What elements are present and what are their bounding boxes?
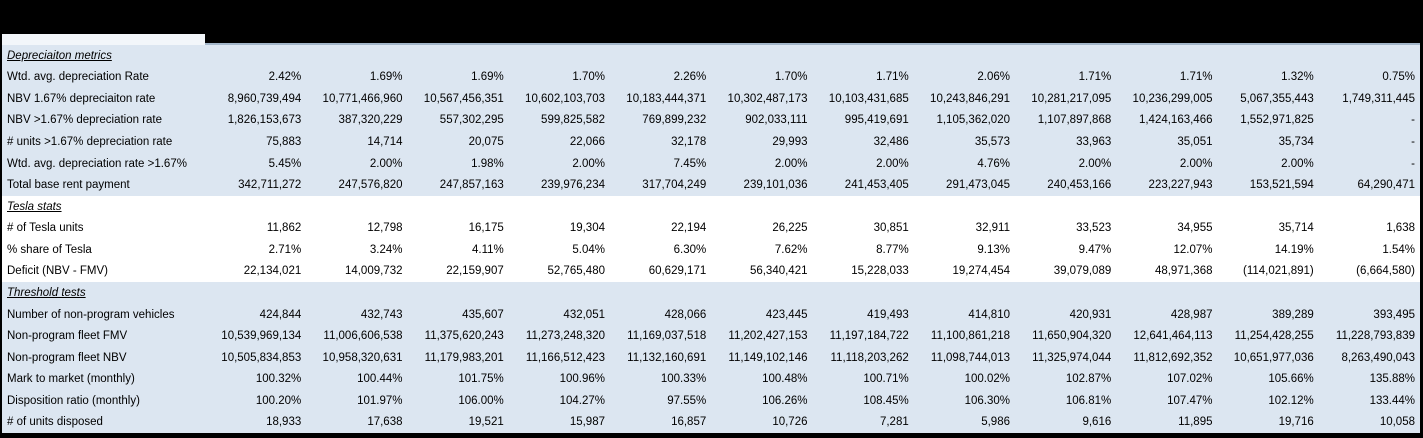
value-cell[interactable]: 1,424,163,466 <box>1138 114 1213 127</box>
value-cell[interactable]: 10,771,466,960 <box>322 92 403 105</box>
value-cell[interactable]: 75,883 <box>266 136 302 149</box>
value-cell[interactable]: 100.32% <box>255 373 302 386</box>
value-cell[interactable]: 106.00% <box>458 394 504 407</box>
value-cell[interactable]: 1.69% <box>471 71 504 84</box>
value-cell[interactable]: 11,273,248,320 <box>525 330 605 343</box>
value-cell[interactable]: 247,576,820 <box>338 179 403 192</box>
value-cell[interactable]: 2.42% <box>268 71 302 84</box>
value-cell[interactable]: 22,159,907 <box>446 265 504 278</box>
value-cell[interactable]: 101.97% <box>357 394 403 407</box>
table-row <box>2 325 1420 347</box>
value-cell[interactable]: 10,103,431,685 <box>828 92 909 105</box>
value-cell[interactable]: 11,098,744,013 <box>930 351 1010 364</box>
value-cell[interactable]: 6.30% <box>673 243 707 256</box>
value-cell[interactable]: 10,243,846,291 <box>930 92 1010 105</box>
row-label[interactable]: Non-program fleet FMV <box>7 330 128 343</box>
value-cell[interactable]: 107.02% <box>1167 373 1213 386</box>
value-cell[interactable]: 1.71% <box>876 71 909 84</box>
row-label[interactable]: # of Tesla units <box>7 222 84 235</box>
row-label[interactable]: NBV >1.67% depreciation rate <box>7 114 163 127</box>
value-cell[interactable]: 32,486 <box>873 136 909 149</box>
value-cell[interactable]: 599,825,582 <box>541 114 605 127</box>
section-header-label[interactable]: Depreciaiton metrics <box>7 49 112 62</box>
row-label[interactable]: # of units disposed <box>7 416 103 429</box>
section-header-row <box>2 45 1420 67</box>
value-cell[interactable]: 22,066 <box>569 136 605 149</box>
value-cell[interactable]: (114,021,891) <box>1242 265 1314 278</box>
value-cell[interactable]: 10,058 <box>1379 416 1415 429</box>
value-cell[interactable]: 223,227,943 <box>1148 179 1213 192</box>
table-body <box>2 45 1420 433</box>
value-cell[interactable]: 97.55% <box>667 394 707 407</box>
value-cell[interactable]: 419,493 <box>867 308 909 321</box>
value-cell[interactable]: 1,552,971,825 <box>1240 114 1314 127</box>
value-cell[interactable]: 902,033,111 <box>745 114 808 127</box>
value-cell[interactable]: 17,638 <box>367 416 403 429</box>
value-cell[interactable]: 9.13% <box>977 243 1010 256</box>
value-cell[interactable]: 19,716 <box>1278 416 1314 429</box>
value-cell[interactable]: 102.12% <box>1268 394 1314 407</box>
value-cell[interactable]: 1.70% <box>774 71 808 84</box>
value-cell[interactable]: 5,986 <box>981 416 1010 429</box>
value-cell[interactable]: 108.45% <box>863 394 909 407</box>
table-row <box>2 412 1420 434</box>
value-cell[interactable]: 557,302,295 <box>439 114 504 127</box>
table-row <box>2 347 1420 369</box>
value-cell[interactable]: 100.48% <box>762 373 808 386</box>
value-cell[interactable]: 10,539,969,134 <box>221 330 302 343</box>
table-row <box>2 110 1420 132</box>
value-cell[interactable]: 48,971,368 <box>1154 265 1213 278</box>
value-cell[interactable]: 1,749,311,445 <box>1342 92 1415 105</box>
value-cell[interactable]: 2.00% <box>774 157 808 170</box>
value-cell[interactable]: 5.04% <box>572 243 605 256</box>
value-cell[interactable]: 11,375,620,243 <box>424 330 504 343</box>
value-cell[interactable]: 100.44% <box>357 373 403 386</box>
value-cell[interactable]: 32,911 <box>975 222 1010 235</box>
value-cell[interactable]: 15,987 <box>569 416 605 429</box>
value-cell[interactable]: 1.54% <box>1382 243 1415 256</box>
value-cell[interactable]: 106.81% <box>1065 394 1112 407</box>
row-label[interactable]: Non-program fleet NBV <box>7 351 127 364</box>
value-cell[interactable]: - <box>1411 114 1415 127</box>
value-cell[interactable]: 10,505,834,853 <box>221 351 302 364</box>
value-cell[interactable]: 56,340,421 <box>749 265 808 278</box>
value-cell[interactable]: 10,958,320,631 <box>322 351 403 364</box>
table-row <box>2 174 1420 196</box>
row-label[interactable]: Disposition ratio (monthly) <box>7 394 140 407</box>
value-cell[interactable]: 35,714 <box>1278 222 1314 235</box>
value-cell[interactable]: 3.24% <box>369 243 403 256</box>
section-header-label[interactable]: Tesla stats <box>7 200 62 213</box>
value-cell[interactable]: 10,651,977,036 <box>1233 351 1314 364</box>
value-cell[interactable]: 11,006,606,538 <box>323 330 403 343</box>
value-cell[interactable]: 20,075 <box>468 136 504 149</box>
value-cell[interactable]: 11,169,037,518 <box>627 330 707 343</box>
value-cell[interactable]: 64,290,471 <box>1357 179 1415 192</box>
value-cell[interactable]: 33,963 <box>1076 136 1112 149</box>
value-cell[interactable]: 423,445 <box>765 308 808 321</box>
table-row <box>2 239 1420 261</box>
section-header-label[interactable]: Threshold tests <box>7 286 86 299</box>
value-cell[interactable]: 247,857,163 <box>439 179 504 192</box>
value-cell[interactable]: 15,228,033 <box>851 265 909 278</box>
value-cell[interactable]: - <box>1411 136 1415 149</box>
value-cell[interactable]: 2.00% <box>876 157 909 170</box>
value-cell[interactable]: 33,523 <box>1076 222 1112 235</box>
value-cell[interactable]: 239,101,036 <box>743 179 808 192</box>
value-cell[interactable]: 1,105,362,020 <box>936 114 1010 127</box>
value-cell[interactable]: 435,607 <box>462 308 504 321</box>
value-cell[interactable]: 35,051 <box>1177 136 1213 149</box>
value-cell[interactable]: 2.26% <box>673 71 707 84</box>
value-cell[interactable]: 10,726 <box>772 416 808 429</box>
value-cell[interactable]: 1,638 <box>1386 222 1415 235</box>
header-banner-label-cell[interactable] <box>2 0 205 45</box>
value-cell[interactable]: 11,202,427,153 <box>728 330 808 343</box>
table-row <box>2 131 1420 153</box>
value-cell[interactable]: 1.71% <box>1179 71 1213 84</box>
value-cell[interactable]: 11,197,184,722 <box>829 330 909 343</box>
value-cell[interactable]: 11,650,904,320 <box>1032 330 1112 343</box>
value-cell[interactable]: 102.87% <box>1065 373 1112 386</box>
value-cell[interactable]: 104.27% <box>559 394 605 407</box>
value-cell[interactable]: 1.32% <box>1281 71 1314 84</box>
value-cell[interactable]: 16,857 <box>671 416 707 429</box>
value-cell[interactable]: 11,166,512,423 <box>525 351 605 364</box>
section-header-row <box>2 282 1420 304</box>
value-cell[interactable]: 239,976,234 <box>541 179 605 192</box>
value-cell[interactable]: 10,183,444,371 <box>626 92 707 105</box>
value-cell[interactable]: 1.98% <box>471 157 504 170</box>
value-cell[interactable]: 2.00% <box>572 157 605 170</box>
value-cell[interactable]: 14.19% <box>1274 243 1314 256</box>
value-cell[interactable]: 100.33% <box>660 373 707 386</box>
table-row <box>2 261 1420 283</box>
value-cell[interactable]: 11,254,428,255 <box>1234 330 1314 343</box>
value-cell[interactable]: 241,453,405 <box>844 179 909 192</box>
value-cell[interactable]: 19,274,454 <box>952 265 1010 278</box>
value-cell[interactable]: 387,320,229 <box>338 114 403 127</box>
value-cell[interactable]: 11,149,102,146 <box>728 351 808 364</box>
value-cell[interactable]: 16,175 <box>468 222 504 235</box>
value-cell[interactable]: 12,641,464,113 <box>1133 330 1213 343</box>
value-cell[interactable]: 11,862 <box>266 222 302 235</box>
value-cell[interactable]: 14,009,732 <box>344 265 403 278</box>
header-banner <box>2 0 1420 45</box>
value-cell[interactable]: 2.00% <box>1281 157 1314 170</box>
value-cell[interactable]: 135.88% <box>1369 373 1415 386</box>
value-cell[interactable]: 9.47% <box>1078 243 1112 256</box>
value-cell[interactable]: 414,810 <box>968 308 1010 321</box>
value-cell[interactable]: (6,664,580) <box>1356 265 1415 278</box>
section-header-row <box>2 196 1420 218</box>
value-cell[interactable]: 19,521 <box>468 416 504 429</box>
value-cell[interactable]: 10,602,103,703 <box>525 92 605 105</box>
value-cell[interactable]: 9,616 <box>1082 416 1112 429</box>
value-cell[interactable]: 420,931 <box>1069 308 1112 321</box>
row-label[interactable]: # units >1.67% depreciation rate <box>7 136 173 149</box>
row-label[interactable]: Total base rent payment <box>7 179 130 192</box>
value-cell[interactable]: 22,194 <box>671 222 707 235</box>
value-cell[interactable]: 995,419,691 <box>844 114 909 127</box>
value-cell[interactable]: 1.70% <box>572 71 605 84</box>
value-cell[interactable]: 2.71% <box>268 243 302 256</box>
value-cell[interactable]: 14,714 <box>367 136 403 149</box>
value-cell[interactable]: 35,734 <box>1278 136 1314 149</box>
value-cell[interactable]: 32,178 <box>671 136 707 149</box>
value-cell[interactable]: 291,473,045 <box>946 179 1010 192</box>
value-cell[interactable]: 8,960,739,494 <box>227 92 302 105</box>
value-cell[interactable]: 60,629,171 <box>648 265 707 278</box>
value-cell[interactable]: 2.00% <box>1179 157 1213 170</box>
value-cell[interactable]: 2.00% <box>1078 157 1112 170</box>
value-cell[interactable]: 769,899,232 <box>642 114 707 127</box>
value-cell[interactable]: 10,236,299,005 <box>1132 92 1213 105</box>
value-cell[interactable]: 389,289 <box>1272 308 1314 321</box>
value-cell[interactable]: 106.26% <box>762 394 808 407</box>
value-cell[interactable]: 101.75% <box>458 373 504 386</box>
value-cell[interactable]: 5,067,355,443 <box>1240 92 1314 105</box>
value-cell[interactable]: 26,225 <box>772 222 808 235</box>
value-cell[interactable]: 10,281,217,095 <box>1031 92 1112 105</box>
value-cell[interactable]: 106.30% <box>964 394 1010 407</box>
value-cell[interactable]: 432,051 <box>563 308 605 321</box>
value-cell[interactable]: 2.00% <box>369 157 403 170</box>
value-cell[interactable]: 1.69% <box>369 71 403 84</box>
value-cell[interactable]: 5.45% <box>268 157 302 170</box>
value-cell[interactable]: 19,304 <box>569 222 605 235</box>
value-cell[interactable]: 0.75% <box>1382 71 1415 84</box>
value-cell[interactable]: 428,987 <box>1170 308 1213 321</box>
header-banner-data-cells[interactable] <box>205 0 1420 45</box>
table-row <box>2 218 1420 240</box>
value-cell[interactable]: 393,495 <box>1373 308 1415 321</box>
table-row <box>2 67 1420 89</box>
value-cell[interactable]: 29,993 <box>772 136 808 149</box>
value-cell[interactable]: 34,955 <box>1177 222 1213 235</box>
table-row <box>2 88 1420 110</box>
row-label[interactable]: Mark to market (monthly) <box>7 373 135 386</box>
value-cell[interactable]: 4.76% <box>977 157 1010 170</box>
value-cell[interactable]: 11,132,160,691 <box>627 351 707 364</box>
value-cell[interactable]: 11,325,974,044 <box>1032 351 1112 364</box>
value-cell[interactable]: 4.11% <box>471 243 504 256</box>
value-cell[interactable]: 11,118,203,262 <box>830 351 909 364</box>
table-row <box>2 390 1420 412</box>
value-cell[interactable]: 11,228,793,839 <box>1335 330 1415 343</box>
value-cell[interactable]: 11,100,861,218 <box>930 330 1010 343</box>
row-label[interactable]: Wtd. avg. depreciation rate >1.67% <box>7 157 187 170</box>
value-cell[interactable]: 1.71% <box>1078 71 1112 84</box>
value-cell[interactable]: 10,567,456,351 <box>423 92 504 105</box>
value-cell[interactable]: 1,107,897,868 <box>1037 114 1112 127</box>
value-cell[interactable]: 424,844 <box>259 308 302 321</box>
value-cell[interactable]: 432,743 <box>360 308 403 321</box>
row-label[interactable]: Number of non-program vehicles <box>7 308 175 321</box>
value-cell[interactable]: 100.96% <box>559 373 605 386</box>
table-row <box>2 153 1420 175</box>
value-cell[interactable]: 1,826,153,673 <box>227 114 302 127</box>
value-cell[interactable]: 100.20% <box>255 394 302 407</box>
value-cell[interactable]: 7.62% <box>774 243 808 256</box>
table-row <box>2 368 1420 390</box>
value-cell[interactable]: 12,798 <box>367 222 403 235</box>
value-cell[interactable]: 7,281 <box>879 416 909 429</box>
value-cell[interactable]: 8,263,490,043 <box>1341 351 1415 364</box>
value-cell[interactable]: 22,134,021 <box>243 265 302 278</box>
value-cell[interactable]: 30,851 <box>873 222 909 235</box>
value-cell[interactable]: 35,573 <box>974 136 1010 149</box>
value-cell[interactable]: 107.47% <box>1167 394 1213 407</box>
value-cell[interactable]: 7.45% <box>673 157 707 170</box>
value-cell[interactable]: 133.44% <box>1369 394 1415 407</box>
value-cell[interactable]: 2.06% <box>977 71 1010 84</box>
value-cell[interactable]: 39,079,089 <box>1053 265 1112 278</box>
table-row <box>2 304 1420 326</box>
row-label[interactable]: NBV 1.67% depreciaiton rate <box>7 92 156 105</box>
value-cell[interactable]: 8.77% <box>876 243 909 256</box>
row-label[interactable]: Wtd. avg. depreciation Rate <box>7 71 149 84</box>
value-cell[interactable]: 105.66% <box>1268 373 1314 386</box>
value-cell[interactable]: 12.07% <box>1173 243 1213 256</box>
row-label[interactable]: % share of Tesla <box>7 243 92 256</box>
value-cell[interactable]: 428,066 <box>664 308 707 321</box>
value-cell[interactable]: 11,179,983,201 <box>424 351 504 364</box>
value-cell[interactable]: 11,812,692,352 <box>1133 351 1213 364</box>
value-cell[interactable]: 18,933 <box>266 416 302 429</box>
value-cell[interactable]: - <box>1411 157 1415 170</box>
value-cell[interactable]: 100.71% <box>863 373 909 386</box>
value-cell[interactable]: 342,711,272 <box>238 179 302 192</box>
row-label[interactable]: Deficit (NBV - FMV) <box>7 265 108 278</box>
value-cell[interactable]: 317,704,249 <box>642 179 707 192</box>
value-cell[interactable]: 11,895 <box>1178 416 1213 429</box>
value-cell[interactable]: 100.02% <box>964 373 1010 386</box>
value-cell[interactable]: 10,302,487,173 <box>727 92 808 105</box>
value-cell[interactable]: 153,521,594 <box>1249 179 1314 192</box>
value-cell[interactable]: 240,453,166 <box>1047 179 1112 192</box>
value-cell[interactable]: 52,765,480 <box>547 265 605 278</box>
